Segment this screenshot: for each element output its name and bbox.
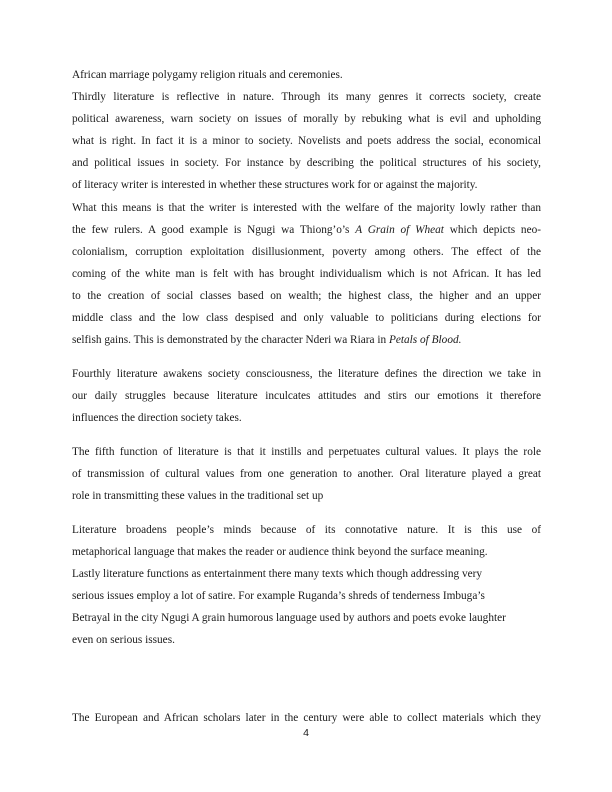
text-line-with-title: [72, 223, 541, 237]
text-line: The fifth function of literature is that it instills and perpetuates cultural values. It plays the role: [72, 446, 541, 458]
text-line: Betrayal in the city Ngugi A grain humorous language used by authors and poets evoke laughter: [72, 612, 506, 624]
text-line: even on serious issues.: [72, 634, 175, 646]
text-line: and political issues in society. For instance by describing the political structures of his society,: [72, 157, 541, 169]
text-line: Fourthly literature awakens society consciousness, the literature defines the direction we take in: [72, 368, 541, 380]
text-line: our daily struggles because literature inculcates attitudes and stirs our emotions it therefore: [72, 390, 541, 402]
text-line: Lastly literature functions as entertainment there many texts which though addressing very: [72, 568, 483, 580]
text-line: political awareness, warn society on issues of morally by rebuking what is evil and upholding: [72, 113, 541, 125]
text-run: which depicts neo-: [443, 224, 541, 236]
text-line: Literature broadens people’s minds because of its connotative nature. It is this use of: [72, 524, 541, 536]
text-line: middle class and the low class despised and only valuable to politicians during elections for: [72, 312, 541, 324]
text-line: to the creation of social classes based on wealth; the highest class, the higher and an upper: [72, 290, 541, 302]
page-number: 4: [303, 727, 309, 739]
text-line: what is right. In fact it is a minor to society. Novelists and poets address the social, economical: [72, 135, 541, 147]
text-run: selfish gains. This is demonstrated by the character Nderi wa Riara in: [72, 334, 389, 346]
text-run: the few rulers. A good example is Ngugi wa Thiong’o’s: [72, 224, 356, 236]
book-title: A Grain of Wheat: [355, 224, 444, 236]
text-line: serious issues employ a lot of satire. For example Ruganda’s shreds of tenderness Imbuga’s: [72, 590, 485, 602]
text-line: of literacy writer is interested in whether these structures work for or against the majority.: [72, 179, 478, 191]
text-line: African marriage polygamy religion rituals and ceremonies.: [72, 69, 343, 81]
text-line-with-title: [72, 333, 541, 347]
book-title: Petals of Blood.: [388, 334, 462, 346]
text-line: coming of the white man is felt with has brought individualism which is not African. It has led: [72, 268, 541, 280]
text-line: metaphorical language that makes the reader or audience think beyond the surface meaning.: [72, 546, 488, 558]
text-line: The European and African scholars later in the century were able to collect materials which they: [72, 712, 541, 724]
text-line: of transmission of cultural values from one generation to another. Oral literature played a great: [72, 468, 541, 480]
text-line: What this means is that the writer is interested with the welfare of the majority lowly rather than: [72, 202, 541, 214]
text-line: role in transmitting these values in the traditional set up: [72, 490, 324, 502]
text-line: influences the direction society takes.: [72, 412, 242, 424]
text-line: Thirdly literature is reflective in nature. Through its many genres it corrects society, create: [72, 91, 541, 103]
text-line: colonialism, corruption exploitation disillusionment, poverty among others. The effect of the: [72, 246, 541, 258]
